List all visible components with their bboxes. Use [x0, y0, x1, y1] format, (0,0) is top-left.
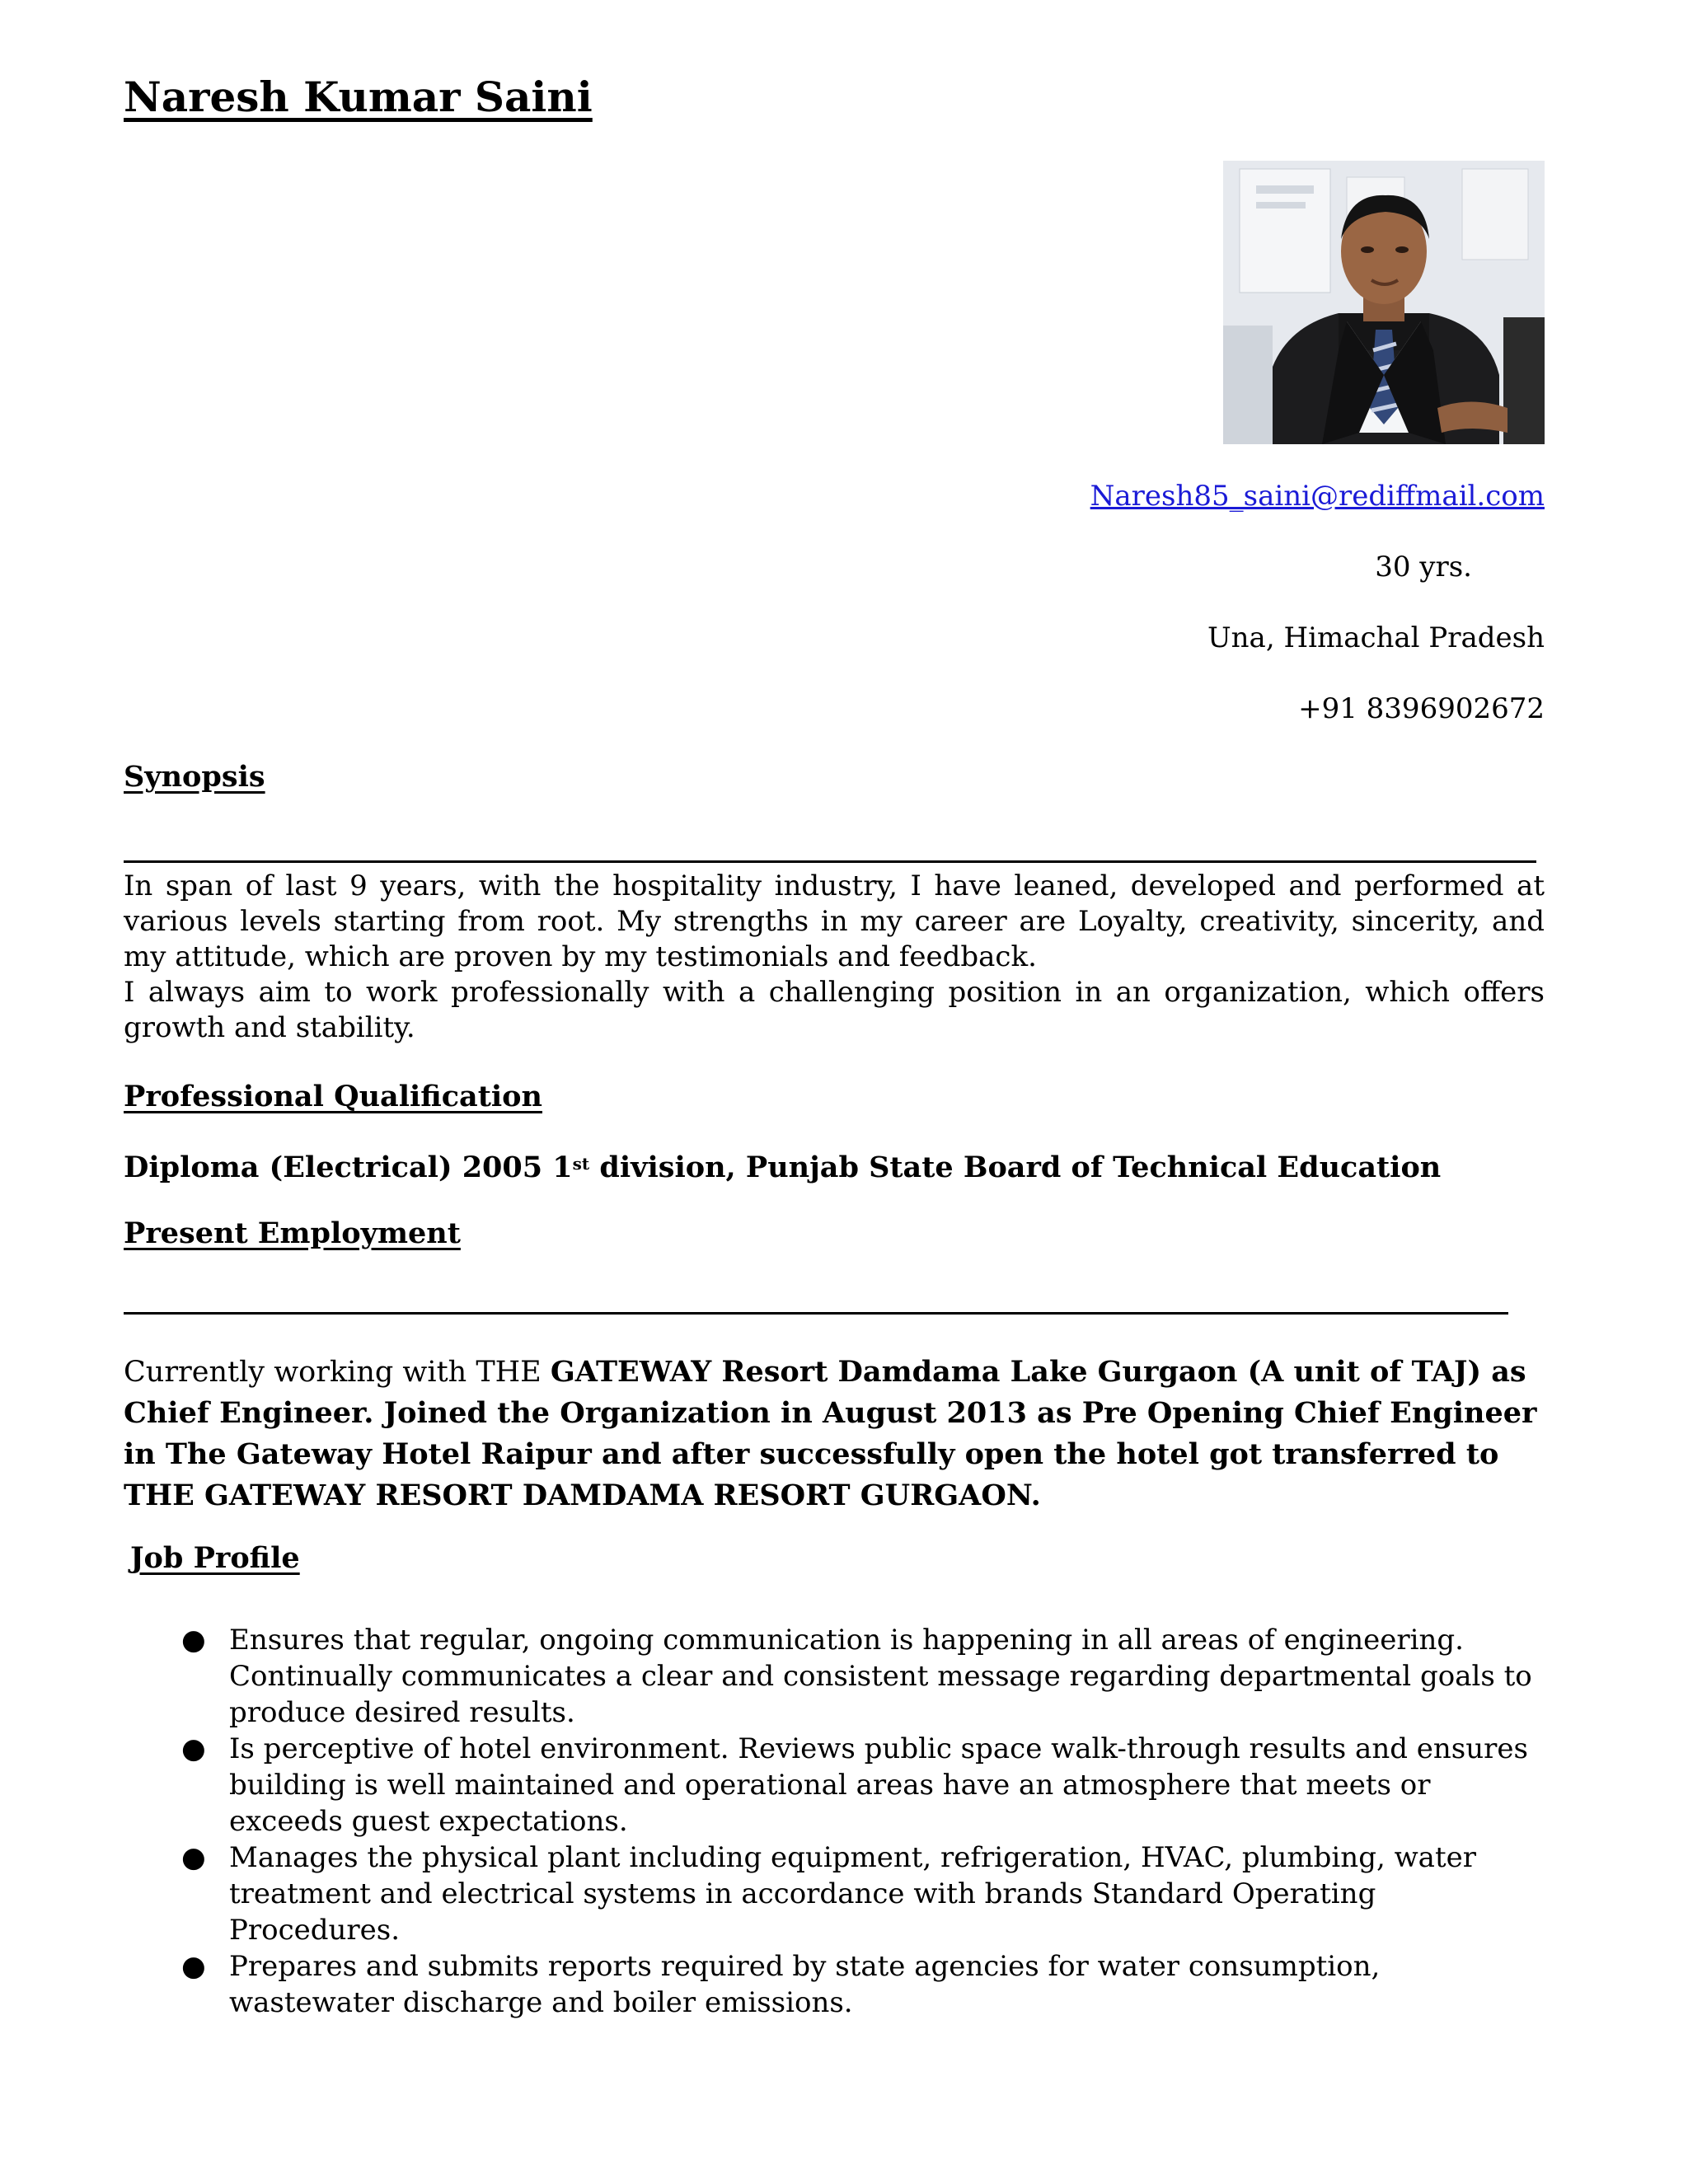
qualification-heading: Professional Qualification — [124, 1080, 542, 1113]
phone-text: +91 8396902672 — [1298, 692, 1545, 725]
employment-text — [124, 1352, 1545, 1516]
list-item-text: Ensures that regular, ongoing communication is happening in all areas of engineering. Continually communicates a clear and consistent message regarding departmental goals to produce desired results. — [229, 1624, 1532, 1729]
location-text: Una, Himachal Pradesh — [1207, 621, 1545, 654]
employment-lead: Currently working with THE — [124, 1356, 551, 1389]
bullet-icon: ● — [181, 1950, 206, 1983]
bullet-icon: ● — [181, 1841, 206, 1874]
employment-detail: GATEWAY Resort Damdama Lake Gurgaon (A unit of TAJ) as Chief Engineer. Joined the Organization in August 2013 as Pre Opening Chief Engineer in The Gateway Hotel Raipur and after successfully open the hotel got transferred to THE GATEWAY RESORT DAMDAMA RESORT GURGAON. — [124, 1355, 1537, 1512]
bullet-icon: ● — [181, 1624, 206, 1657]
list-item-text: Manages the physical plant including equipment, refrigeration, HVAC, plumbing, water treatment and electrical systems in accordance with brands Standard Operating Procedures. — [229, 1841, 1476, 1947]
employment-divider — [124, 1312, 1508, 1315]
job-profile-list — [124, 1622, 1545, 2021]
bullet-icon: ● — [181, 1732, 206, 1765]
age-text: 30 yrs. — [1375, 551, 1472, 583]
candidate-name: Naresh Kumar Saini — [124, 73, 593, 121]
synopsis-paragraph-2: I always aim to work professionally with a challenging position in an organization, which offers growth and stability. — [124, 976, 1545, 1044]
list-item-text: Prepares and submits reports required by state agencies for water consumption, wastewater discharge and boiler emissions. — [229, 1950, 1381, 2019]
list-item — [124, 1840, 1545, 1948]
synopsis-paragraph-1: In span of last 9 years, with the hospitality industry, I have leaned, developed and performed at various levels starting from root. My strengths in my career are Loyalty, creativity, sincerity, and my attitude, which are proven by my testimonials and feedback. — [124, 869, 1545, 973]
job-profile-heading: Job Profile — [130, 1541, 300, 1575]
email-link[interactable]: Naresh85_saini@rediffmail.com — [1090, 480, 1545, 513]
profile-photo — [1223, 161, 1545, 444]
qualification-sup: st — [572, 1154, 590, 1174]
list-item-text: Is perceptive of hotel environment. Reviews public space walk-through results and ensures building is well maintained and operational areas have an atmosphere that meets or exceeds guest expectations. — [229, 1732, 1528, 1838]
qualification-text — [124, 1151, 1441, 1184]
list-item — [124, 1622, 1545, 1731]
list-item — [124, 1731, 1545, 1840]
list-item — [124, 1948, 1545, 2021]
qualification-rest: division, Punjab State Board of Technical Education — [589, 1151, 1442, 1184]
synopsis-text — [124, 869, 1545, 1046]
profile-photo-image — [1223, 161, 1545, 444]
employment-heading: Present Employment — [124, 1216, 461, 1250]
synopsis-divider — [124, 860, 1536, 863]
synopsis-heading: Synopsis — [124, 760, 265, 794]
qualification-main: Diploma (Electrical) 2005 1 — [124, 1151, 573, 1184]
